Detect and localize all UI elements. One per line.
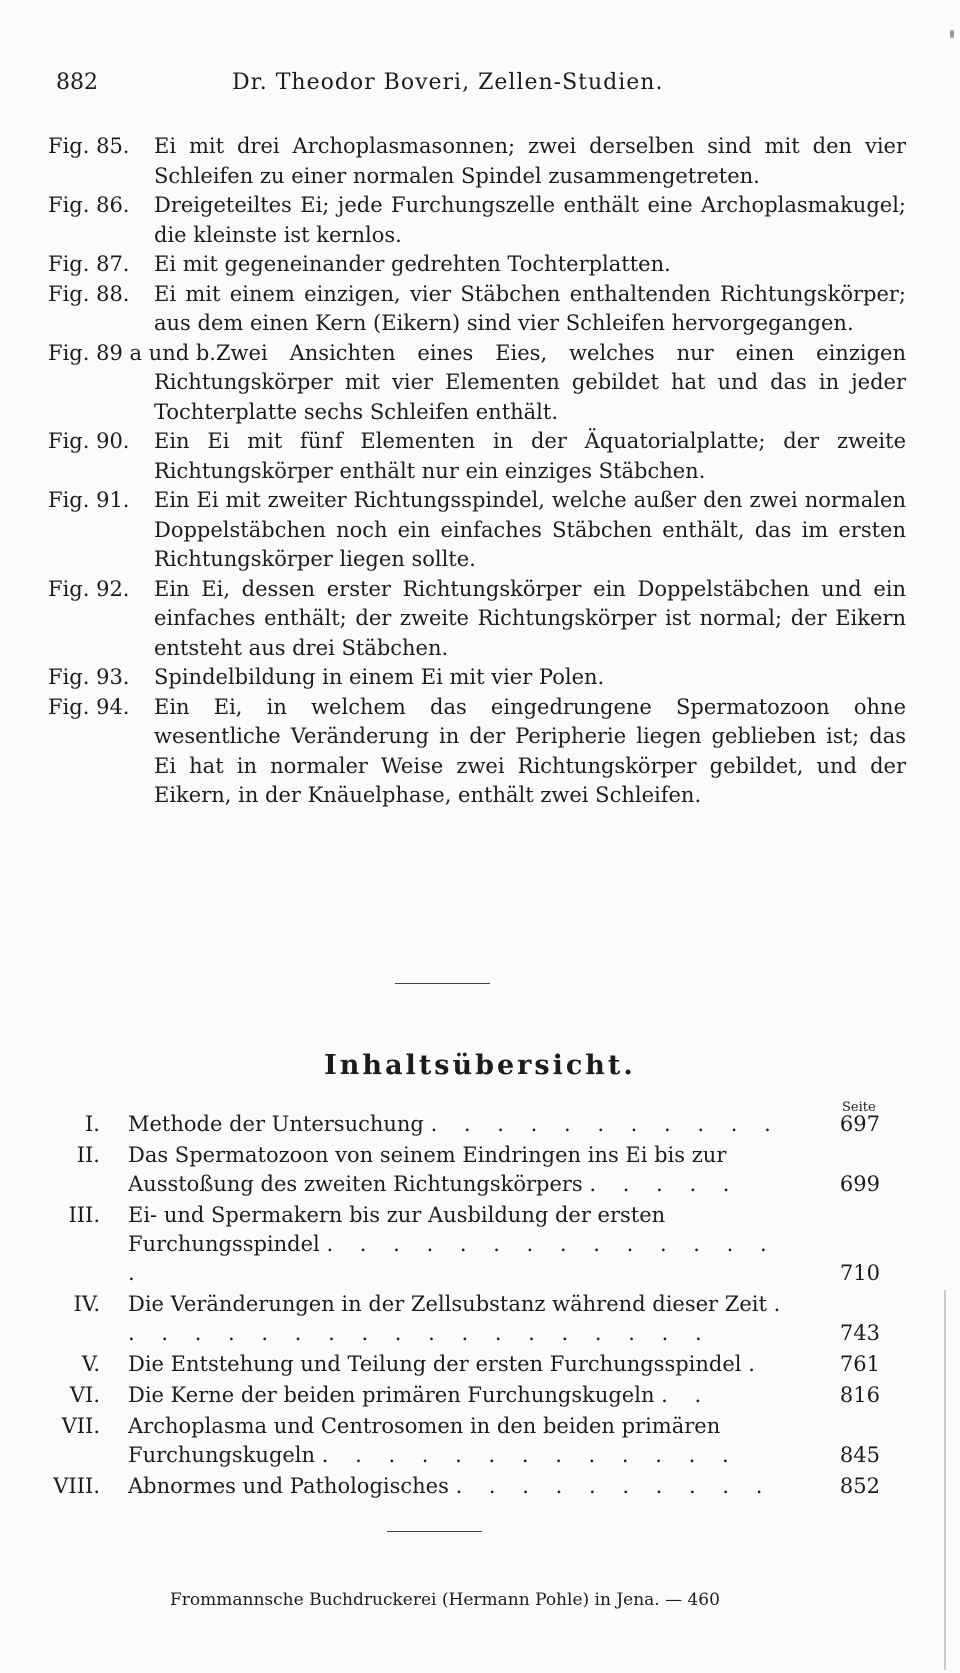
toc-entry-title: Methode der Untersuchung xyxy=(128,1112,424,1136)
figure-caption xyxy=(44,132,906,191)
figure-caption xyxy=(44,575,906,664)
toc-title: Inhaltsübersicht. xyxy=(324,1050,636,1081)
toc-entry-number: VI. xyxy=(69,1383,100,1407)
toc-entry-page: 816 xyxy=(839,1383,880,1407)
figure-caption xyxy=(44,280,906,339)
toc-entry xyxy=(30,1201,880,1288)
section-divider xyxy=(395,983,490,984)
figure-label: Fig. 89 a und b. xyxy=(48,340,216,365)
figure-label: Fig. 87. xyxy=(48,252,130,276)
toc-entry-page: 697 xyxy=(839,1112,880,1136)
running-head: Dr. Theodor Boveri, Zellen-Studien. xyxy=(232,70,664,95)
figure-label: Fig. 86. xyxy=(48,193,130,217)
toc-entry-number: I. xyxy=(85,1112,100,1136)
section-divider xyxy=(387,1531,482,1532)
figure-text: Ei mit gegeneinander gedrehten Tochterplatten. xyxy=(154,252,671,276)
figure-label: Fig. 88. xyxy=(48,281,130,306)
page-edge-shadow xyxy=(944,1290,946,1670)
toc-leader-dots: . . . . . . . . . . . xyxy=(430,1112,781,1136)
figure-text: Ei mit einem einzigen, vier Stäbchen enthaltenden Richtungskörper; aus dem einen Kern (Eikern) sind vier Schleifen hervorgegangen. xyxy=(154,281,906,335)
toc-leader-dots: . . . . . . . . . . . . . . . xyxy=(128,1232,777,1285)
figure-text: Dreigeteiltes Ei; jede Furchungszelle enthält eine Archoplasmakugel; die kleinste ist kernlos. xyxy=(154,193,906,247)
toc-entry xyxy=(30,1412,880,1470)
figure-label: Fig. 93. xyxy=(48,665,130,689)
page-header xyxy=(52,70,912,106)
toc-entry-page: 761 xyxy=(839,1352,880,1376)
toc-leader-dots: . . . . . . . . . . . . . . . . . . . xyxy=(128,1292,791,1345)
toc-entry-page: 710 xyxy=(839,1261,880,1285)
toc-entry-page: 743 xyxy=(839,1321,880,1345)
toc-page-column-header: Seite xyxy=(842,1100,876,1115)
toc-leader-dots: . . xyxy=(661,1383,712,1407)
toc-entry-number: VII. xyxy=(61,1414,100,1438)
figure-label: Fig. 85. xyxy=(48,134,130,158)
page-number: 882 xyxy=(56,70,98,95)
figure-label: Fig. 92. xyxy=(48,576,130,601)
toc-entry-title: Die Entstehung und Teilung der ersten Furchungsspindel xyxy=(128,1352,742,1376)
toc-entry-title: Ei- und Spermakern bis zur Ausbildung der ersten Furchungsspindel xyxy=(128,1203,666,1256)
figure-text: Ein Ei mit fünf Elementen in der Äquatorialplatte; der zweite Richtungskörper enthält nur ein einziges Stäbchen. xyxy=(154,429,906,483)
toc-entry xyxy=(30,1472,880,1501)
toc-leader-dots: . . . . . xyxy=(589,1172,740,1196)
figure-caption xyxy=(44,663,906,693)
figure-label: Fig. 91. xyxy=(48,488,130,512)
margin-speck xyxy=(950,30,954,38)
toc-leader-dots: . xyxy=(748,1352,765,1376)
toc-entry xyxy=(30,1381,880,1410)
toc-entry xyxy=(30,1110,880,1139)
figure-label: Fig. 90. xyxy=(48,429,130,453)
toc-entry-number: II. xyxy=(76,1143,100,1167)
toc-entry xyxy=(30,1141,880,1199)
figure-caption xyxy=(44,339,906,428)
figure-caption xyxy=(44,191,906,250)
toc-entry-page: 852 xyxy=(839,1474,880,1498)
figure-text: Zwei Ansichten eines Eies, welches nur einen einzigen Richtungskörper mit vier Elementen gebildet hat und das in jeder Tochterplatte sechs Schleifen enthält. xyxy=(154,340,906,424)
printer-imprint: Frommannsche Buchdruckerei (Hermann Pohle) in Jena. — 460 xyxy=(170,1590,720,1610)
toc-entry-page: 845 xyxy=(839,1443,880,1467)
toc-leader-dots: . . . . . . . . . . xyxy=(455,1474,773,1498)
figure-text: Ein Ei mit zweiter Richtungsspindel, welche außer den zwei normalen Doppelstäbchen noch ein einfaches Stäbchen enthält, das im ersten Richtungskörper liegen sollte. xyxy=(154,488,906,571)
figure-caption xyxy=(44,486,906,575)
toc-entry-title: Das Spermatozoon von seinem Eindringen ins Ei bis zur Ausstoßung des zweiten Richtungskörpers xyxy=(128,1143,727,1196)
figure-text: Ein Ei, in welchem das eingedrungene Spermatozoon ohne wesentliche Veränderung in der Peripherie liegen geblieben ist; das Ei hat in normaler Weise zwei Richtungskörper gebildet, und der Eikern, in der Knäuelphase, enthält zwei Schleifen. xyxy=(154,694,906,807)
figure-caption xyxy=(44,427,906,486)
toc-entry-page: 699 xyxy=(839,1172,880,1196)
figure-label: Fig. 94. xyxy=(48,694,130,719)
toc-entry-number: IV. xyxy=(73,1292,100,1316)
figure-caption xyxy=(44,693,906,811)
toc-entry xyxy=(30,1290,880,1348)
toc-entry-title: Archoplasma und Centrosomen in den beiden primären Furchungskugeln xyxy=(128,1414,721,1467)
figure-text: Ei mit drei Archoplasmasonnen; zwei derselben sind mit den vier Schleifen zu einer normalen Spindel zusammengetreten. xyxy=(154,134,906,188)
toc-entry-number: VIII. xyxy=(53,1474,100,1498)
toc-leader-dots: . . . . . . . . . . . . . xyxy=(321,1443,739,1467)
toc-entry-title: Abnormes und Pathologisches xyxy=(128,1474,449,1498)
figure-text: Ein Ei, dessen erster Richtungskörper ein Doppelstäbchen und ein einfaches enthält; der zweite Richtungskörper ist normal; der Eikern entsteht aus drei Stäbchen. xyxy=(154,576,906,660)
figure-captions xyxy=(44,132,906,811)
toc-entry-title: Die Veränderungen in der Zellsubstanz während dieser Zeit xyxy=(128,1292,767,1316)
table-of-contents xyxy=(30,1110,880,1503)
toc-entry-number: III. xyxy=(68,1203,100,1227)
figure-caption xyxy=(44,250,906,280)
toc-entry-title: Die Kerne der beiden primären Furchungskugeln xyxy=(128,1383,655,1407)
toc-entry xyxy=(30,1350,880,1379)
figure-text: Spindelbildung in einem Ei mit vier Polen. xyxy=(154,665,605,689)
toc-entry-number: V. xyxy=(81,1352,100,1376)
